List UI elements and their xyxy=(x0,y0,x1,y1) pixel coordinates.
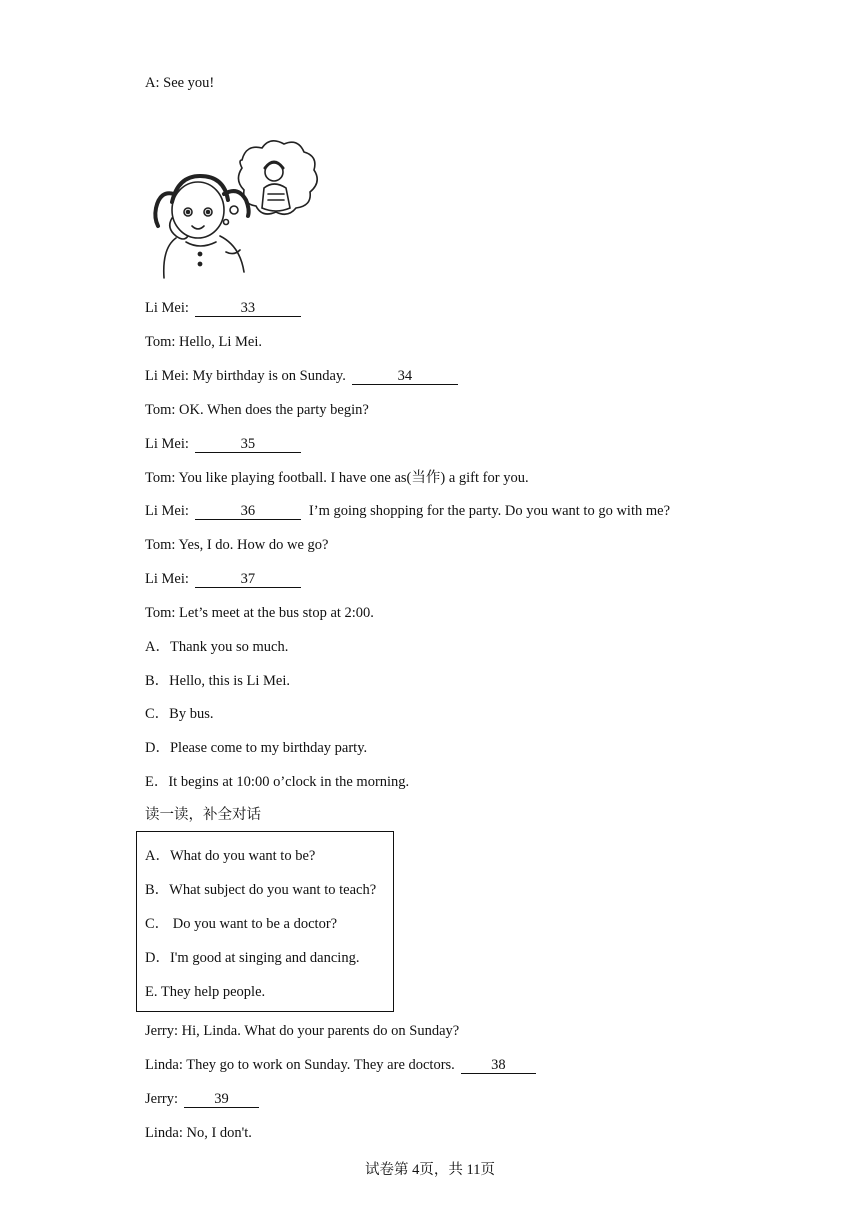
dialogue-line: Tom: Yes, I do. How do we go? xyxy=(145,537,329,553)
answer-blank[interactable]: 39 xyxy=(184,1092,259,1108)
answer-blank[interactable]: 33 xyxy=(195,301,301,317)
dialogue-line xyxy=(145,435,301,453)
dialogue-line: Tom: You like playing football. I have one as(当作) a gift for you. xyxy=(145,470,529,486)
dialogue-line: Tom: OK. When does the party begin? xyxy=(145,402,369,418)
speaker: Jerry: xyxy=(145,1091,179,1107)
options-box xyxy=(136,831,394,1012)
option-item: E．It begins at 10:00 o’clock in the morning. xyxy=(145,774,410,790)
dialogue-line: Linda: No, I don't. xyxy=(145,1125,252,1141)
dialogue-line xyxy=(145,1056,536,1074)
dialogue-line: Tom: Let’s meet at the bus stop at 2:00. xyxy=(145,605,374,621)
dialogue-text: I’m going shopping for the party. Do you want to go with me? xyxy=(308,503,671,519)
answer-blank[interactable]: 35 xyxy=(195,437,301,453)
option-item: C．By bus. xyxy=(145,706,214,722)
answer-blank[interactable]: 37 xyxy=(195,572,301,588)
answer-blank[interactable]: 36 xyxy=(195,504,301,520)
speaker: Li Mei: xyxy=(145,436,189,452)
answer-blank[interactable]: 34 xyxy=(352,369,458,385)
page-footer: 试卷第 4页，共 11页 xyxy=(365,1162,495,1178)
option-item: A．Thank you so much. xyxy=(145,639,289,655)
answer-blank[interactable]: 38 xyxy=(461,1058,536,1074)
speaker: Li Mei: xyxy=(145,503,189,519)
speaker: Li Mei: xyxy=(145,571,189,587)
girl-thinking-illustration xyxy=(150,138,320,280)
dialogue-line: A: See you! xyxy=(145,75,215,91)
option-item: D．I'm good at singing and dancing. xyxy=(145,950,360,966)
option-item: A．What do you want to be? xyxy=(145,848,316,864)
option-item: E. They help people. xyxy=(145,984,266,1000)
dialogue-line xyxy=(145,502,670,520)
option-item: C． Do you want to be a doctor? xyxy=(145,916,338,932)
dialogue-line: Tom: Hello, Li Mei. xyxy=(145,334,262,350)
dialogue-text: Linda: They go to work on Sunday. They are doctors. xyxy=(145,1057,455,1073)
dialogue-line xyxy=(145,570,301,588)
dialogue-line xyxy=(145,299,301,317)
option-item: D．Please come to my birthday party. xyxy=(145,740,368,756)
dialogue-text: Li Mei: My birthday is on Sunday. xyxy=(145,368,346,384)
dialogue-line xyxy=(145,367,458,385)
option-item: B．What subject do you want to teach? xyxy=(145,882,377,898)
option-item: B．Hello, this is Li Mei. xyxy=(145,673,290,689)
section-title: 读一读，补全对话 xyxy=(145,807,261,823)
speaker: Li Mei: xyxy=(145,300,189,316)
dialogue-line xyxy=(145,1090,259,1108)
dialogue-line: Jerry: Hi, Linda. What do your parents do on Sunday? xyxy=(145,1023,460,1039)
